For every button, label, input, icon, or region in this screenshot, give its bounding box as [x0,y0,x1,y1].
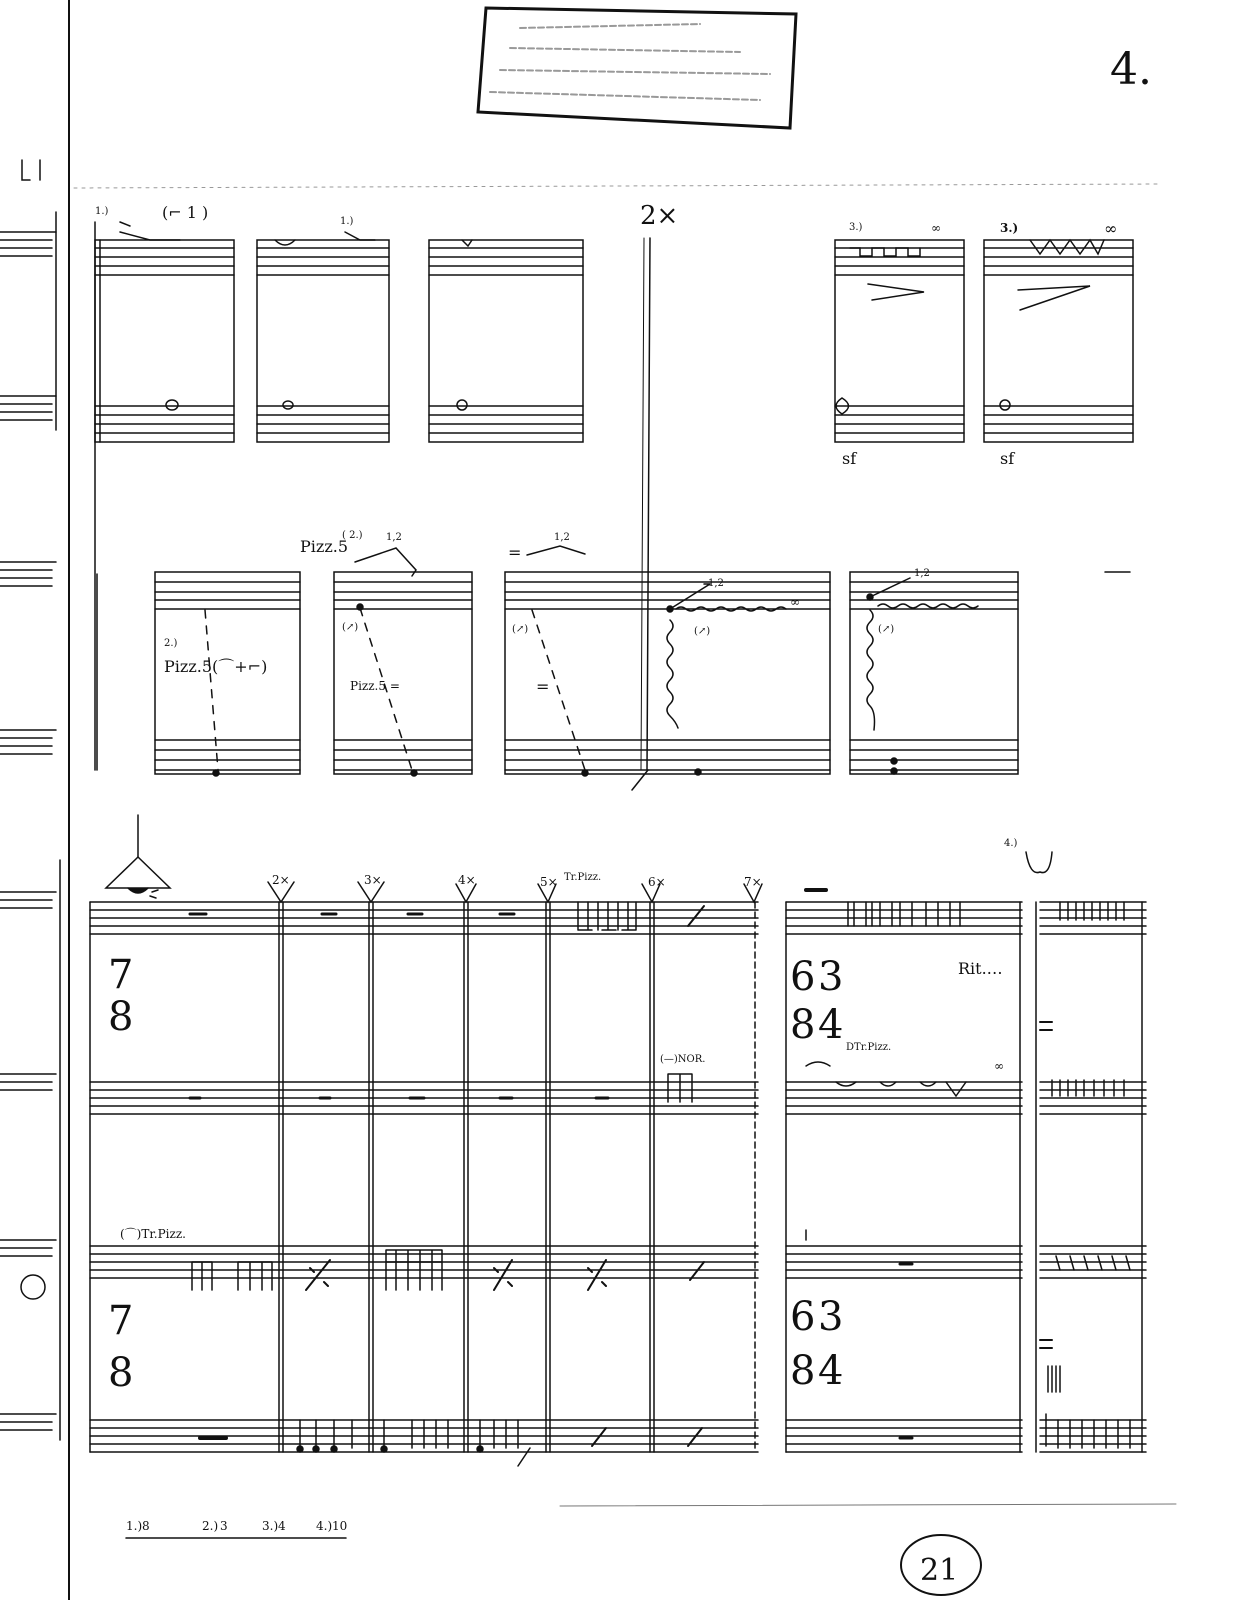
box-5-label: 3.) [1000,221,1019,235]
time-sig-right-top-c: 3 [818,954,844,1000]
time-sig-right-bottom-b: 8 [790,1348,816,1394]
box-4-niente: ∞ [931,221,941,235]
system-1-box-4 [835,240,964,442]
time-sig-bottom-num: 7 [108,1298,134,1344]
footnote-1-value: 8 [142,1519,150,1533]
system-2-box-3 [505,572,830,790]
footnote-1-label: 1.) [126,1519,143,1533]
box-1-label: 1.) [95,206,109,217]
repeat-6x: 6× [648,875,666,889]
repeat-line [647,238,650,770]
repeat-7x: 7× [744,875,762,889]
repeat-5x: 5× [540,875,558,889]
nor-marking: (—)NOR. [660,1054,706,1065]
system-3-niente: ∞ [994,1059,1004,1073]
sheet-number: 21 [920,1553,959,1588]
repeat-4x: 4× [458,873,476,887]
lamp-icon [106,815,170,898]
paren-mark-3: (↗) [694,626,711,637]
previous-page-strip [0,160,60,1440]
box-2-label: 1.) [340,216,354,227]
system-2-box-1-text: Pizz.5(⌒+⌐) [164,657,268,676]
archive-stamp [478,8,796,128]
footnotes [126,1519,347,1533]
footnote-4-marker: 4.) [1004,838,1018,849]
fingering-4: 1,2 [914,568,930,579]
time-sig-right-top-a: 6 [790,954,816,1000]
repeat-mark-2x: 2× [640,201,679,231]
fingering-2: 1,2 [554,532,570,543]
pizz-heading-paren: ( 2.) [342,530,363,541]
system-1 [95,222,1133,770]
box-5-niente: ∞ [1104,219,1118,238]
footnote-3-label: 3.) [262,1519,279,1533]
ritardando: Rit.… [958,959,1003,978]
dtr-pizz: DTr.Pizz. [846,1042,892,1053]
system-2-box-2-text: Pizz.5 = [350,679,400,693]
footnote-2-value: 3 [220,1519,228,1533]
system-1-box-2 [257,232,389,442]
system-3 [90,815,1146,1466]
repeat-2x: 2× [272,873,290,887]
footnote-2-label: 2.) [202,1519,219,1533]
box-5-dynamic: sf [1000,449,1015,468]
system-1-box-1 [95,222,234,442]
repeat-3x: 3× [364,873,382,887]
pizz-heading: Pizz.5 [300,537,349,556]
tr-pizz-bottom: (⌒)Tr.Pizz. [120,1227,186,1241]
system-2-box-2 [334,572,472,776]
equal-sign: = [508,543,522,562]
paren-mark-4: (↗) [878,624,895,635]
time-sig-right-bottom-a: 6 [790,1294,816,1340]
system-2-box-1-mark: 2.) [164,638,178,649]
footnote-4-value: 10 [332,1519,348,1533]
system-1-box-3 [429,240,583,442]
time-sig-right-bottom-c: 3 [818,1294,844,1340]
time-sig-right-bottom-d: 4 [818,1348,844,1394]
box-1-bracket: (⌐ 1 ) [162,203,209,222]
time-sig-right-top-d: 4 [818,1002,844,1048]
time-sig-top-den: 8 [108,994,134,1040]
time-sig-top-num: 7 [108,952,134,998]
time-sig-bottom-den: 8 [108,1350,134,1396]
tr-pizz-top: Tr.Pizz. [564,872,602,883]
box-4-label: 3.) [849,222,863,233]
footnote-4-label: 4.) [316,1519,333,1533]
time-sig-right-top-b: 8 [790,1002,816,1048]
fingering-3: 1,2 [708,578,724,589]
system-2-box-4 [850,572,1018,774]
system-2-niente: ∞ [790,595,800,609]
system-2-box-3-text: = [536,677,550,696]
box-4-dynamic: sf [842,449,857,468]
paren-mark-2: (↗) [512,624,529,635]
paren-mark-1: (↗) [342,622,359,633]
fingering-1: 1,2 [386,532,402,543]
footnote-3-value: 4 [278,1519,286,1533]
system-1-box-5 [984,240,1133,442]
page-number: 4. [1110,44,1152,95]
